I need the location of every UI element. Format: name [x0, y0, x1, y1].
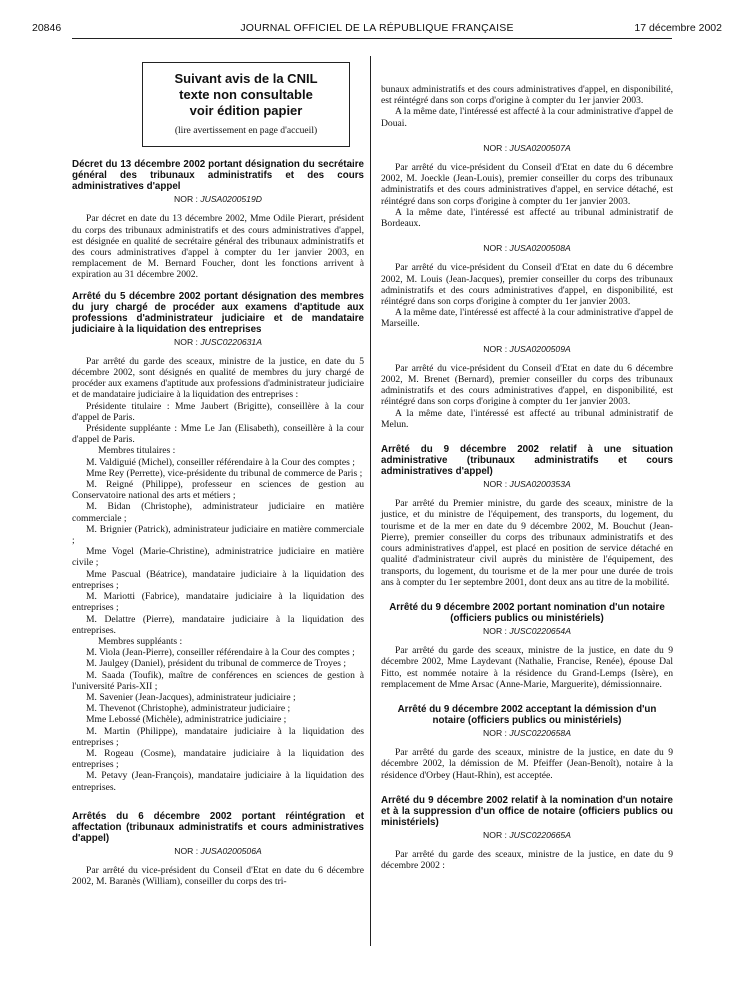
assignment-text: A la même date, l'intéressé est affecté au tribunal administratif de Bordeaux. [381, 206, 673, 230]
nor-reference: NOR : JUSA0200507A [483, 142, 571, 153]
nor-reference: NOR : JUSC0220658A [483, 727, 571, 738]
nor-reference: NOR : JUSA0200506A [174, 845, 262, 856]
page-number: 20846 [32, 22, 62, 34]
nor-reference: NOR : JUSA0200508A [483, 243, 571, 254]
notary-appointment-title: Arrêté du 9 décembre 2002 portant nomination d'un notaire (officiers publics ou ministériels) [389, 601, 665, 624]
jury-line: M. Bidan (Christophe), administrateur judiciaire en matière commerciale ; [72, 501, 364, 524]
decree-text: Par décret en date du 13 décembre 2002, Mme Odile Pierart, président du corps des tribunaux administratifs et des cours administratives d'appel, est désignée en qualité de secrétaire général des tribunaux administratifs et des cours administratives d'appel à compter du 1er janvier 2003, en remplacement de M. Bernard Foucher, dont les fonctions arrivent à expiration au 31 décembre 2002. [72, 213, 364, 281]
jury-line: M. Rogeau (Cosme), mandataire judiciaire à la liquidation des entreprises ; [72, 747, 364, 771]
order-text: Par arrêté du vice-président du Conseil d'Etat en date du 6 décembre 2002, M. Joeckle (Jean-Louis), premier conseiller du corps des tribunaux administratifs et des cours administratives d'appel, en service détaché, est réintégré dans son corps d'origine à compter du 1er janvier 2003. [381, 162, 673, 207]
jury-line: M. Delattre (Pierre), mandataire judiciaire à la liquidation des entreprises. [72, 613, 364, 636]
jury-line: Mme Lebossé (Michèle), administratrice judiciaire ; [86, 714, 287, 726]
cnil-line-1: Suivant avis de la CNIL [174, 71, 318, 86]
jury-subheading: Membres suppléants : [98, 635, 183, 647]
assignment-text: A la même date, l'intéressé est affecté à la cour administrative d'appel de Marseille. [381, 307, 673, 330]
jury-line: Mme Rey (Perrette), vice-présidente du tribunal de commerce de Paris ; [86, 467, 363, 479]
jury-line: M. Saada (Toufik), maître de conférences en sciences de gestion à l'université Paris-XII ; [72, 669, 364, 692]
column-divider [370, 56, 371, 946]
jury-line: Mme Pascual (Béatrice), mandataire judiciaire à la liquidation des entreprises ; [72, 568, 364, 591]
jury-line: M. Petavy (Jean-François), mandataire judiciaire à la liquidation des entreprises. [72, 770, 364, 793]
order-text: Par arrêté du vice-président du Conseil d'Etat en date du 6 décembre 2002, M. Brenet (Bernard), premier conseiller du corps des tribunaux administratifs et des cours administratives d'appel, en disponibilité, est réintégré dans son corps d'origine à compter du 1er janvier 2003. [381, 362, 673, 408]
nor-reference: NOR : JUSA0200353A [483, 479, 571, 490]
reinstatement-order-title: Arrêtés du 6 décembre 2002 portant réintégration et affectation (tribunaux administratifs et cours administratives d'appel) [72, 810, 364, 844]
nor-reference: NOR : JUSA0200519D [174, 194, 262, 205]
nor-reference: NOR : JUSA0200509A [483, 343, 571, 354]
page-header [32, 22, 722, 36]
jury-line: Présidente titulaire : Mme Jaubert (Brigitte), conseillère à la cour d'appel de Paris. [72, 400, 364, 423]
jury-line: M. Jaulgey (Daniel), président du tribunal de commerce de Troyes ; [86, 658, 347, 670]
header-rule [72, 38, 672, 39]
notary-office-title: Arrêté du 9 décembre 2002 relatif à la nomination d'un notaire et à la suppression d'un office de notaire (officiers publics ou ministériels) [381, 794, 673, 828]
jury-line: Présidente suppléante : Mme Le Jan (Elisabeth), conseillère à la cour d'appel de Paris. [72, 423, 364, 446]
assignment-text: A la même date, l'intéressé est affecté au tribunal administratif de Melun. [381, 407, 673, 430]
administrative-situation-title: Arrêté du 9 décembre 2002 relatif à une situation administrative (tribunaux administratifs et cours administratives d'appel) [381, 444, 673, 478]
assignment-text: A la même date, l'intéressé est affecté à la cour administrative d'appel de Douai. [381, 106, 673, 129]
jury-line: Mme Vogel (Marie-Christine), administratrice judiciaire en matière civile ; [72, 546, 364, 569]
order-text: Par arrêté du garde des sceaux, ministre de la justice, en date du 9 décembre 2002, la démission de M. Pfeiffer (Jean-Benoît), notaire à la résidence d'Orbey (Haut-Rhin), est acceptée. [381, 747, 673, 781]
notary-resignation-title: Arrêté du 9 décembre 2002 acceptant la démission d'un notaire (officiers publics ou ministériels) [397, 703, 657, 726]
continued-text: bunaux administratifs et des cours administratives d'appel, en disponibilité, est réintégré dans son corps d'origine à compter du 1er janvier 2003. [381, 84, 673, 107]
cnil-note: (lire avertissement en page d'accueil) [174, 125, 318, 136]
right-column [381, 84, 673, 871]
nor-reference: NOR : JUSC0220665A [483, 829, 571, 840]
decree-title: Décret du 13 décembre 2002 portant désignation du secrétaire général des tribunaux administratifs et des cours administratives d'appel [72, 159, 364, 193]
jury-order-title: Arrêté du 5 décembre 2002 portant désignation des membres du jury chargé de procéder aux examens d'aptitude aux professions d'administrateur judiciaire et de mandataire judiciaire à la liquidation des entreprises [72, 290, 364, 335]
journal-title: JOURNAL OFFICIEL DE LA RÉPUBLIQUE FRANÇAISE [240, 22, 514, 34]
order-text: Par arrêté du garde des sceaux, ministre de la justice, en date du 9 décembre 2002, Mme Laydevant (Nathalie, Francise, Renée), épouse Dal Fitto, est nommée notaire à la résidence du Grand-Lemps (Isère), en remplacement de Mme Arsac (Anne-Marie, Marguerite), démissionnaire. [381, 645, 673, 690]
jury-line: M. Mariotti (Fabrice), mandataire judiciaire à la liquidation des entreprises ; [72, 591, 364, 614]
cnil-line-3: voir édition papier [189, 103, 303, 118]
cnil-line-2: texte non consultable [179, 87, 313, 102]
reinstatement-text: Par arrêté du vice-président du Conseil d'Etat en date du 6 décembre 2002, M. Baranès (William), conseiller du corps des tri- [72, 864, 364, 888]
jury-subheading: Membres titulaires : [98, 445, 176, 457]
cnil-notice-box [142, 62, 350, 147]
order-text: Par arrêté du Premier ministre, du garde des sceaux, ministre de la justice, et du ministre de l'équipement, des transports, du logement, du tourisme et de la mer en date du 9 décembre 2002, M. Bouchut (Jean-Pierre), premier conseiller du corps des tribunaux administratifs et des cours administratives d'appel, est placé en position de service détaché en qualité d'administrateur civil auprès du ministère de l'équipement, des transports, du logement, du tourisme et de la mer pour une durée de trois ans à compter du 1er septembre 2001, dont deux ans au titre de la mobilité. [381, 498, 673, 588]
nor-reference: NOR : JUSC0220631A [174, 336, 262, 347]
jury-line: M. Viola (Jean-Pierre), conseiller référendaire à la Cour des comptes ; [86, 647, 355, 659]
jury-line: M. Reigné (Philippe), professeur en sciences de gestion au Conservatoire national des arts et métiers ; [72, 479, 364, 502]
order-text: Par arrêté du vice-président du Conseil d'Etat en date du 6 décembre 2002, M. Louis (Jean-Jacques), premier conseiller du corps des tribunaux administratifs et des cours administratives d'appel, en disponibilité, est réintégré dans son corps d'origine à compter du 1er janvier 2003. [381, 262, 673, 308]
issue-date: 17 décembre 2002 [634, 22, 722, 34]
jury-line: M. Martin (Philippe), mandataire judiciaire à la liquidation des entreprises ; [72, 725, 364, 748]
left-column [72, 62, 364, 887]
jury-line: M. Thevenot (Christophe), administrateur judiciaire ; [86, 703, 291, 715]
nor-reference: NOR : JUSC0220654A [483, 625, 571, 636]
order-text: Par arrêté du garde des sceaux, ministre de la justice, en date du 9 décembre 2002 : [381, 848, 673, 872]
jury-order-intro: Par arrêté du garde des sceaux, ministre de la justice, en date du 5 décembre 2002, sont désignés en qualité de membres du jury chargé de procéder aux examens d'aptitude aux professions d'administrateur judiciaire et de mandataire judiciaire à la liquidation des entreprises : [72, 355, 364, 401]
jury-line: M. Brignier (Patrick), administrateur judiciaire en matière commerciale ; [72, 523, 364, 547]
jury-line: M. Valdiguié (Michel), conseiller référendaire à la Cour des comptes ; [86, 456, 355, 468]
jury-line: M. Savenier (Jean-Jacques), administrateur judiciaire ; [86, 691, 296, 703]
